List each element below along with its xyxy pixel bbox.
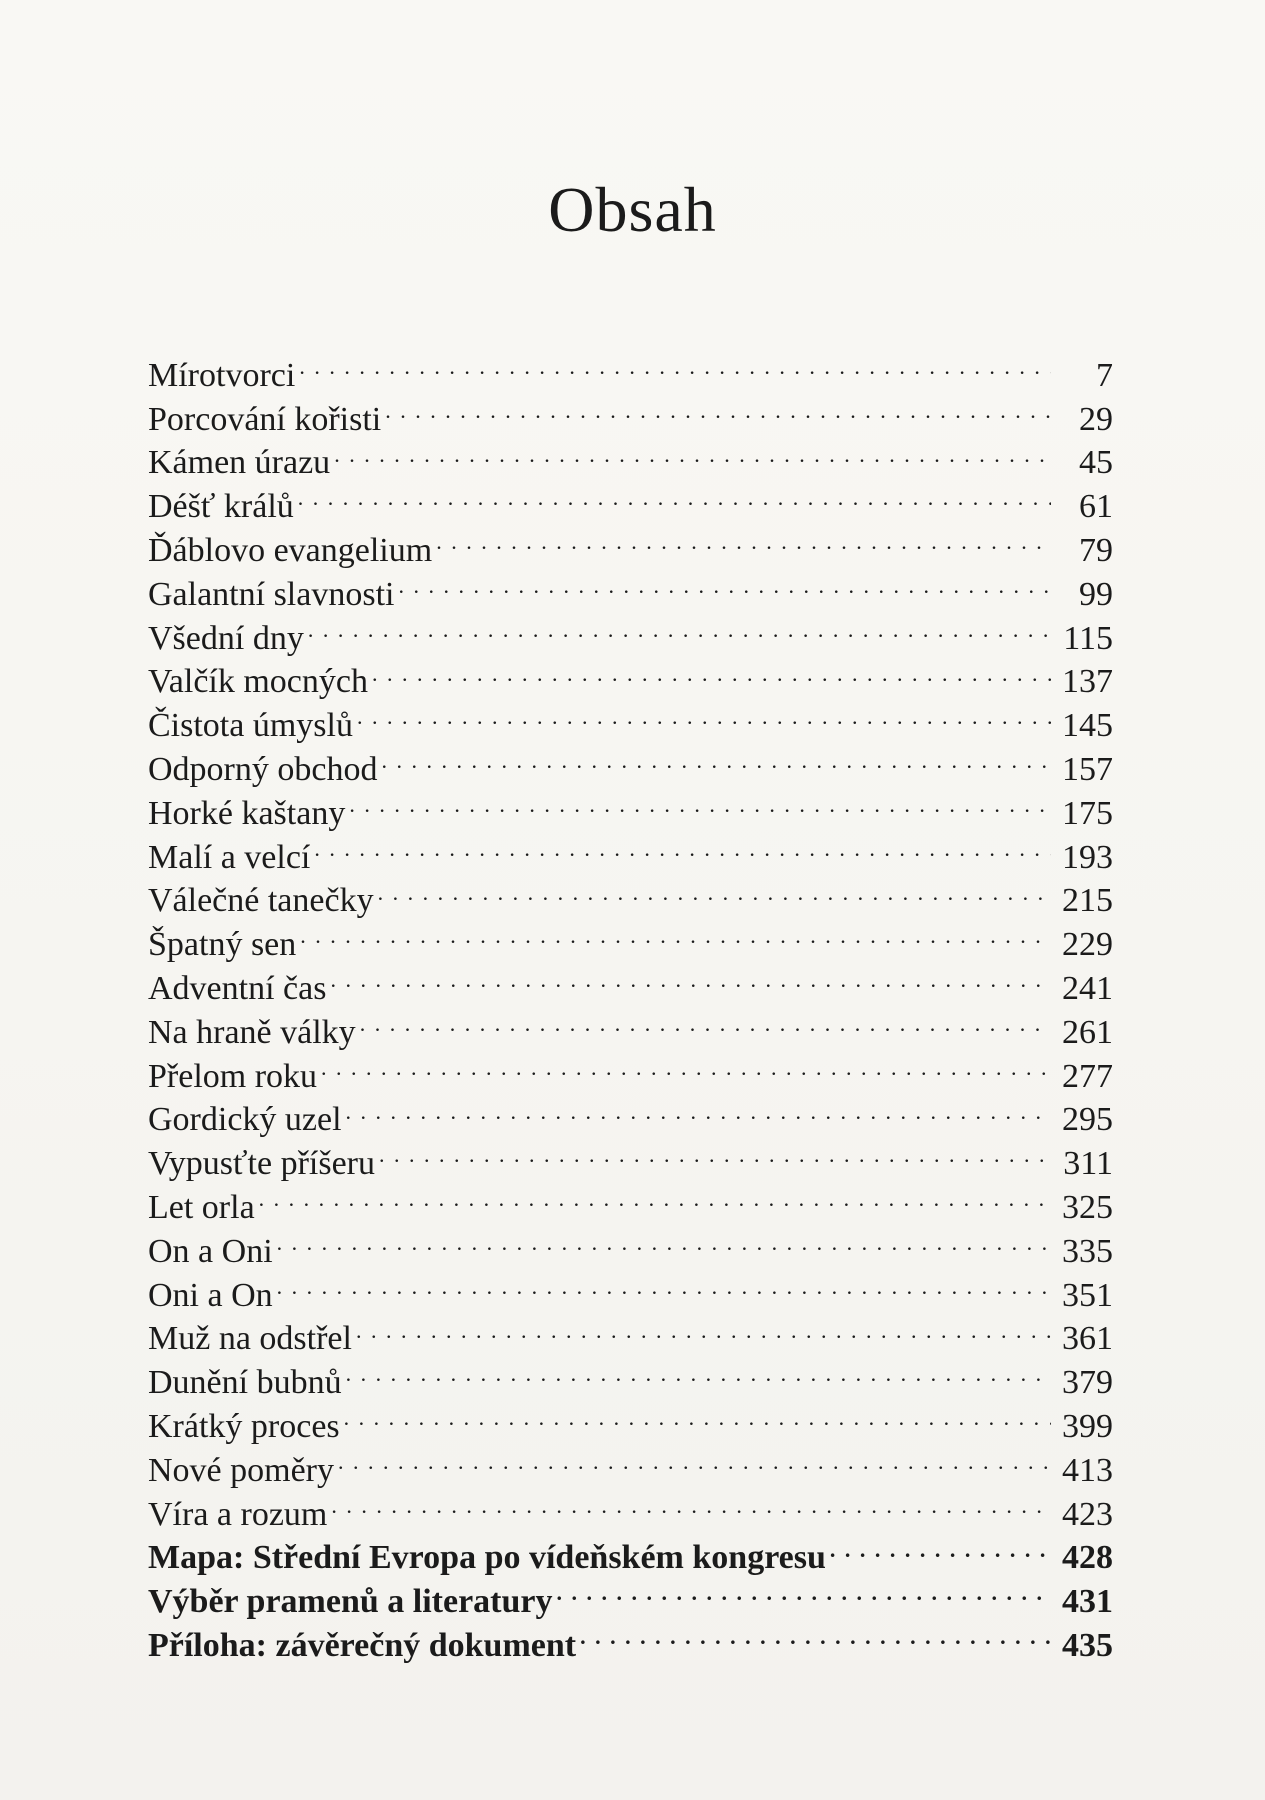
toc-dot-leader — [556, 1568, 1051, 1612]
toc-entry-title: Vypusťte příšeru — [148, 1145, 375, 1183]
toc-dot-leader — [357, 692, 1051, 736]
toc-entry-page-number: 361 — [1062, 1320, 1113, 1358]
toc-entry-page-number: 311 — [1063, 1145, 1113, 1183]
toc-dot-leader — [580, 1612, 1051, 1656]
toc-dot-leader — [308, 605, 1051, 649]
toc-entry-title: Všední dny — [148, 619, 304, 657]
toc-dot-leader — [314, 824, 1051, 868]
toc-entry-title: On a Oni — [148, 1232, 273, 1270]
toc-entry-page-number: 79 — [1079, 531, 1113, 569]
toc-dot-leader — [277, 1262, 1051, 1306]
toc-entry-title: Muž na odstřel — [148, 1320, 352, 1358]
toc-entry-title: Čistota úmyslů — [148, 707, 353, 745]
toc-dot-leader — [299, 342, 1051, 386]
toc-entry-page-number: 379 — [1062, 1364, 1113, 1402]
toc-entry-page-number: 145 — [1062, 707, 1113, 745]
toc-entry-page-number: 99 — [1079, 575, 1113, 613]
toc-entry — [148, 1174, 1113, 1226]
toc-entry-page-number: 325 — [1062, 1188, 1113, 1226]
toc-dot-leader — [321, 1043, 1051, 1087]
toc-entry-title: Ďáblovo evangelium — [148, 531, 433, 569]
toc-entry-page-number: 61 — [1079, 488, 1113, 526]
toc-dot-leader — [344, 1393, 1051, 1437]
toc-entry-page-number: 428 — [1062, 1539, 1113, 1577]
toc-entry-title: Krátký proces — [148, 1407, 340, 1445]
toc-entry-page-number: 157 — [1062, 750, 1113, 788]
toc-entry-title: Horké kaštany — [148, 794, 346, 832]
toc-entry-page-number: 7 — [1096, 356, 1113, 394]
toc-entry-title: Galantní slavnosti — [148, 575, 395, 613]
toc-entry-title: Dunění bubnů — [148, 1364, 342, 1402]
toc-entry-title: Válečné tanečky — [148, 882, 374, 920]
toc-dot-leader — [378, 868, 1051, 912]
toc-entry-page-number: 335 — [1062, 1232, 1113, 1270]
toc-entry-title: Víra a rozum — [148, 1495, 328, 1533]
toc-entry-title: Malí a velcí — [148, 838, 311, 876]
toc-dot-leader — [360, 999, 1051, 1043]
toc-dot-leader — [331, 1481, 1051, 1525]
toc-dot-leader — [372, 649, 1051, 693]
toc-entry-title: Mapa: Střední Evropa po vídeňském kongresu — [148, 1539, 826, 1577]
toc-entry-page-number: 175 — [1062, 794, 1113, 832]
toc-entry-title: Kámen úrazu — [148, 444, 331, 482]
toc-dot-leader — [330, 955, 1051, 999]
toc-entry-page-number: 423 — [1062, 1495, 1113, 1533]
toc-dot-leader — [385, 386, 1051, 430]
table-of-contents — [148, 342, 1113, 1664]
toc-entry-title: Porcování kořisti — [148, 400, 382, 438]
toc-entry-page-number: 413 — [1062, 1451, 1113, 1489]
page-title: Obsah — [548, 174, 717, 245]
toc-dot-leader — [346, 1087, 1051, 1131]
toc-entry-page-number: 137 — [1062, 663, 1113, 701]
toc-entry-title: Přelom roku — [148, 1057, 318, 1095]
toc-dot-leader — [259, 1174, 1051, 1218]
toc-entry-title: Oni a On — [148, 1276, 273, 1314]
toc-dot-leader — [300, 911, 1051, 955]
toc-entry — [148, 342, 1113, 394]
toc-entry-title: Gordický uzel — [148, 1101, 342, 1139]
toc-entry-page-number: 215 — [1062, 882, 1113, 920]
toc-entry-title: Nové poměry — [148, 1451, 335, 1489]
toc-entry — [148, 1218, 1113, 1270]
toc-dot-leader — [349, 780, 1051, 824]
toc-entry-title: Adventní čas — [148, 969, 327, 1007]
toc-dot-leader — [338, 1437, 1051, 1481]
toc-entry-title: Let orla — [148, 1188, 255, 1226]
toc-dot-leader — [398, 561, 1051, 605]
toc-entry-page-number: 29 — [1079, 400, 1113, 438]
toc-entry-title: Déšť králů — [148, 488, 294, 526]
toc-entry-title: Na hraně války — [148, 1013, 356, 1051]
toc-entry — [148, 1262, 1113, 1314]
toc-dot-leader — [298, 473, 1051, 517]
toc-dot-leader — [346, 1349, 1051, 1393]
toc-dot-leader — [379, 1130, 1051, 1174]
toc-entry-page-number: 241 — [1062, 969, 1113, 1007]
toc-entry-title: Valčík mocných — [148, 663, 368, 701]
toc-entry-title: Mírotvorci — [148, 356, 296, 394]
toc-entry-title: Odporný obchod — [148, 750, 378, 788]
toc-entry-page-number: 431 — [1062, 1583, 1113, 1621]
toc-entry-page-number: 115 — [1063, 619, 1113, 657]
toc-entry-page-number: 399 — [1062, 1407, 1113, 1445]
toc-entry-page-number: 295 — [1062, 1101, 1113, 1139]
toc-dot-leader — [830, 1525, 1051, 1569]
toc-dot-leader — [436, 517, 1051, 561]
toc-entry-page-number: 351 — [1062, 1276, 1113, 1314]
toc-dot-leader — [356, 1306, 1051, 1350]
toc-entry-page-number: 435 — [1062, 1626, 1113, 1664]
toc-dot-leader — [277, 1218, 1051, 1262]
toc-dot-leader — [381, 736, 1051, 780]
toc-entry-page-number: 261 — [1062, 1013, 1113, 1051]
toc-dot-leader — [334, 430, 1051, 474]
toc-entry-page-number: 45 — [1079, 444, 1113, 482]
toc-entry-page-number: 277 — [1062, 1057, 1113, 1095]
toc-entry-title: Výběr pramenů a literatury — [148, 1583, 553, 1621]
toc-entry-page-number: 193 — [1062, 838, 1113, 876]
toc-entry-title: Příloha: závěrečný dokument — [148, 1626, 577, 1664]
toc-entry — [148, 1306, 1113, 1358]
toc-entry-title: Špatný sen — [148, 926, 297, 964]
toc-entry-page-number: 229 — [1062, 926, 1113, 964]
